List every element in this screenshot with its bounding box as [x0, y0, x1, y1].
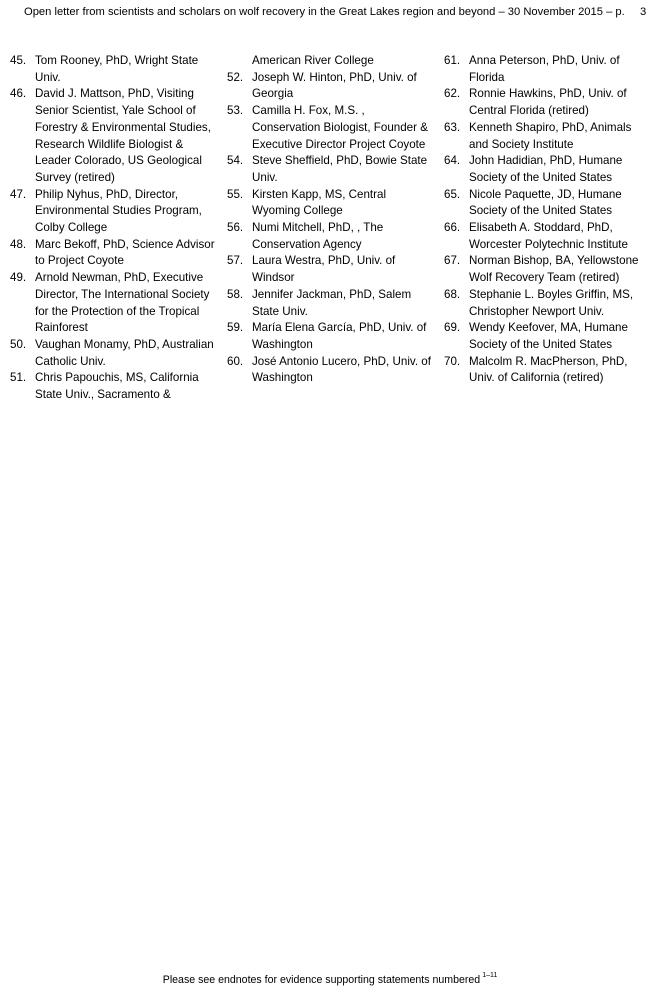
- entry-number: 61.: [444, 54, 461, 67]
- page-number: 3: [640, 6, 647, 18]
- signatory-entry: [227, 320, 432, 353]
- signatory-entry: [10, 86, 218, 186]
- entry-number: 68.: [444, 287, 461, 301]
- entry-number: 48.: [10, 237, 27, 251]
- signatory-entry: [227, 187, 432, 220]
- entry-number: 53.: [227, 104, 244, 118]
- signatory-column-1: [10, 53, 218, 404]
- entry-text: María Elena García, PhD, Univ. of Washington: [252, 321, 427, 351]
- entry-number: 56.: [227, 221, 244, 235]
- entry-text: José Antonio Lucero, PhD, Univ. of Washington: [252, 354, 431, 385]
- entry-text: Steve Sheffield, PhD, Bowie State Univ.: [252, 154, 428, 184]
- page-header: [0, 3, 660, 21]
- entry-text: Nicole Paquette, JD, Humane Society of the United States: [469, 187, 622, 218]
- entry-text: Numi Mitchell, PhD, , The Conservation Agency: [252, 221, 384, 251]
- entry-text: Joseph W. Hinton, PhD, Univ. of Georgia: [252, 70, 417, 101]
- signatory-entry: [444, 153, 650, 186]
- entry-number: 69.: [444, 321, 461, 335]
- footer-superscript: 1–11: [482, 972, 498, 979]
- signatory-entry: [444, 354, 650, 387]
- entry-text: Laura Westra, PhD, Univ. of Windsor: [252, 254, 396, 285]
- signatory-entry: [10, 187, 218, 237]
- entry-number: 54.: [227, 154, 244, 168]
- signatory-entry: [10, 270, 218, 337]
- entry-text: Kenneth Shapiro, PhD, Animals and Society Institute: [469, 120, 632, 151]
- entry-number: 60.: [227, 354, 244, 368]
- signatory-entry: [444, 187, 650, 220]
- signatory-entry: [10, 237, 218, 270]
- signatory-entry: [444, 287, 650, 320]
- entry-text: Norman Bishop, BA, Yellowstone Wolf Recovery Team (retired): [469, 254, 639, 285]
- entry-number: 63.: [444, 120, 461, 134]
- signatory-entry: [444, 220, 650, 253]
- entry-text: Marc Bekoff, PhD, Science Advisor to Project Coyote: [35, 237, 215, 268]
- entry-text: David J. Mattson, PhD, Visiting Senior Scientist, Yale School of Forestry & Environmental Studies, Research Wildlife Biologist & Leader Colorado, US Geological Survey (retired): [35, 87, 211, 184]
- entry-text: Anna Peterson, PhD, Univ. of Florida: [469, 54, 620, 84]
- entry-number: 64.: [444, 154, 461, 168]
- header-title: Open letter from scientists and scholars on wolf recovery in the Great Lakes region and beyond – 30 November 2015 – p.: [24, 6, 625, 18]
- entry-text: Vaughan Monamy, PhD, Australian Catholic Univ.: [35, 337, 214, 368]
- entry-number: 58.: [227, 287, 244, 301]
- signatory-entry: [227, 70, 432, 103]
- entry-text: Stephanie L. Boyles Griffin, MS, Christopher Newport Univ.: [469, 287, 634, 318]
- entry-number: 51.: [10, 371, 27, 385]
- entry-text: Malcolm R. MacPherson, PhD, Univ. of California (retired): [469, 354, 628, 385]
- entry-number: 50.: [10, 337, 27, 351]
- signatory-entry: [227, 287, 432, 320]
- signatory-entry: [10, 53, 218, 86]
- entry-number: 70.: [444, 354, 461, 368]
- signatory-entry: [10, 337, 218, 370]
- entry-number: 49.: [10, 271, 27, 285]
- entry-number: 52.: [227, 70, 244, 84]
- entry-number: 65.: [444, 187, 461, 201]
- entry-number: 59.: [227, 321, 244, 335]
- entry-text: John Hadidian, PhD, Humane Society of the United States: [469, 154, 623, 184]
- entry-text: Kirsten Kapp, MS, Central Wyoming College: [252, 187, 387, 218]
- entry-text: Jennifer Jackman, PhD, Salem State Univ.: [252, 287, 412, 318]
- signatory-entry: [444, 86, 650, 119]
- entry-text: Wendy Keefover, MA, Humane Society of the United States: [469, 321, 628, 351]
- entry-text: Philip Nyhus, PhD, Director, Environmental Studies Program, Colby College: [35, 187, 202, 235]
- entry-number: 45.: [10, 54, 27, 67]
- entry-number: 62.: [444, 87, 461, 101]
- signatory-column-2: [227, 53, 432, 387]
- entry-number: 57.: [227, 254, 244, 268]
- entry-number: 66.: [444, 221, 461, 235]
- signatory-entry: [227, 220, 432, 253]
- entry-text: American River College: [252, 54, 374, 67]
- signatory-entry: [444, 253, 650, 286]
- entry-text: Elisabeth A. Stoddard, PhD, Worcester Polytechnic Institute: [469, 221, 628, 251]
- signatory-entry: [444, 53, 650, 86]
- entry-text: Chris Papouchis, MS, California State Univ., Sacramento &: [35, 371, 199, 402]
- signatory-entry: [227, 253, 432, 286]
- signatory-entry: [10, 370, 218, 403]
- entry-text: Arnold Newman, PhD, Executive Director, The International Society for the Protection of the Tropical Rainforest: [35, 271, 210, 335]
- footer-text: Please see endnotes for evidence supporting statements numbered: [162, 974, 481, 986]
- signatory-entry: [227, 53, 432, 70]
- signatory-entry: [227, 153, 432, 186]
- signatory-entry: [227, 354, 432, 387]
- entry-number: 55.: [227, 187, 244, 201]
- signatory-column-3: [444, 53, 650, 387]
- entry-number: 47.: [10, 187, 27, 201]
- signatory-entry: [227, 103, 432, 153]
- footer-note: [0, 968, 660, 988]
- signatory-entry: [444, 320, 650, 353]
- entry-number: 46.: [10, 87, 27, 101]
- entry-text: Camilla H. Fox, M.S. , Conservation Biologist, Founder & Executive Director Project Coyote: [252, 104, 428, 151]
- entry-number: 67.: [444, 254, 461, 268]
- entry-text: Ronnie Hawkins, PhD, Univ. of Central Florida (retired): [469, 87, 627, 118]
- entry-text: Tom Rooney, PhD, Wright State Univ.: [35, 54, 199, 84]
- signatory-entry: [444, 120, 650, 153]
